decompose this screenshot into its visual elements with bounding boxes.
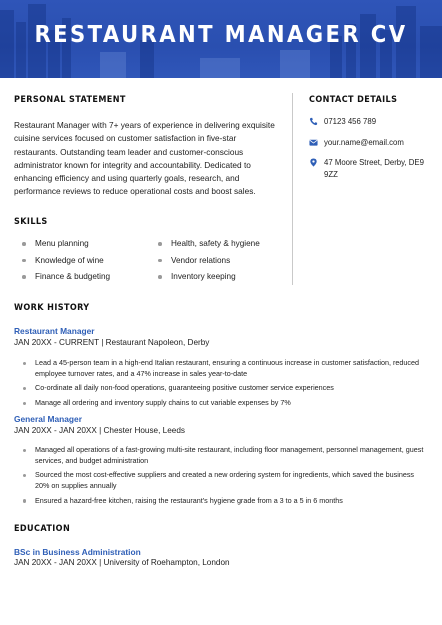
skill-item: Finance & budgeting <box>21 271 151 282</box>
address-text: 47 Moore Street, Derby, DE9 9ZZ <box>324 158 424 179</box>
skill-item: Knowledge of wine <box>21 255 151 266</box>
skills-column-right <box>157 238 287 288</box>
skill-item: Inventory keeping <box>157 271 287 282</box>
page-title: RESTAURANT MANAGER CV <box>34 22 408 48</box>
phone-text: 07123 456 789 <box>324 117 377 126</box>
job-dates-employer: JAN 20XX - CURRENT | Restaurant Napoleon, Derby <box>14 338 210 347</box>
location-pin-icon <box>309 158 318 167</box>
email-text[interactable]: your.name@email.com <box>324 137 404 147</box>
skill-item: Menu planning <box>21 238 151 249</box>
job-bullet: Co-ordinate all daily non-food operations, guaranteeing positive customer service experiences <box>22 383 430 394</box>
personal-statement-heading: PERSONAL STATEMENT <box>14 95 126 105</box>
education-heading: EDUCATION <box>14 524 71 534</box>
job-bullet: Ensured a hazard-free kitchen, raising the restaurant's hygiene grade from a 3 to a 5 in 6 months <box>22 496 430 507</box>
job-bullet: Manage all ordering and inventory supply chains to cut variable expenses by 7% <box>22 398 430 409</box>
skill-item: Vendor relations <box>157 255 287 266</box>
personal-statement-text: Restaurant Manager with 7+ years of experience in delivering exquisite cuisine services focused on customer satisfaction in five-star restaurants. Outstanding team leader and customer-conscious administrator known for integrity and accountability. Dedicated to enhancing efficiency and using quarterly goals, research, and performance reviews to reduce operational costs and boost sales. <box>14 120 275 197</box>
phone-icon <box>309 117 318 126</box>
email-icon <box>309 138 318 147</box>
contact-address <box>309 157 434 180</box>
job-bullet-list <box>22 358 430 413</box>
job-dates-employer: JAN 20XX - JAN 20XX | Chester House, Leeds <box>14 426 185 435</box>
header-banner <box>0 0 442 78</box>
contact-details-heading: CONTACT DETAILS <box>309 95 398 105</box>
column-divider <box>292 93 293 285</box>
degree-title: BSc in Business Administration <box>14 547 141 557</box>
skills-column-left <box>21 238 151 288</box>
work-history-heading: WORK HISTORY <box>14 303 90 313</box>
job-bullet-list <box>22 445 430 510</box>
job-bullet: Managed all operations of a fast-growing multi-site restaurant, including floor management, personnel management, guest services, and budget administration <box>22 445 430 466</box>
job-bullet: Sourced the most cost-effective suppliers and created a new ordering system for ingredients, which saved the business 20% on supplies annually <box>22 470 430 491</box>
contact-phone <box>309 116 434 128</box>
education-dates-school: JAN 20XX - JAN 20XX | University of Roehampton, London <box>14 558 230 567</box>
job-title: Restaurant Manager <box>14 326 95 336</box>
skills-heading: SKILLS <box>14 217 48 227</box>
contact-list <box>309 116 434 189</box>
job-title: General Manager <box>14 414 82 424</box>
skill-item: Health, safety & hygiene <box>157 238 287 249</box>
contact-email[interactable] <box>309 137 434 149</box>
job-bullet: Lead a 45-person team in a high-end Italian restaurant, ensuring a continuous increase in customer satisfaction, reduced employee turnover rates, and a 47% increase in sales year-to-date <box>22 358 430 379</box>
